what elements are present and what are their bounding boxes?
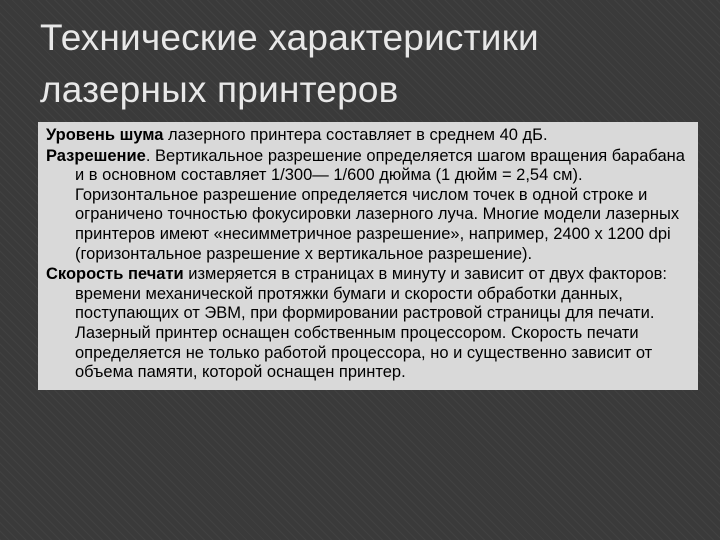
paragraph-resolution [46,147,690,265]
paragraph-print-speed [46,265,690,383]
term-noise-level: Уровень шума [46,126,164,144]
term-resolution: Разрешение [46,146,146,165]
term-print-speed: Скорость печати [46,265,184,284]
text-noise-level: лазерного принтера составляет в среднем 40 дБ. [163,126,548,144]
text-print-speed: измеряется в страницах в минуту и зависит от двух факторов: времени механической протяжки бумаги и скорости обработки данных, поступающих от ЭВМ, при формировании растровой страницы для печати. Лазерный принтер оснащен собственным процессором. Скорость печати определяется не только работой процессора, но и существенно зависит от объема памяти, которой оснащен принтер. [75,265,668,382]
content-box [38,122,698,390]
text-resolution: . Вертикальное разрешение определяется шагом вращения барабана и в основном составляет 1/300— 1/600 дюйма (1 дюйм = 2,54 см). Горизонтальное разрешение определяется числом точек в одной строке и ограничено точностью фокусировки лазерного луча. Многие модели лазерных принтеров имеют «несимметричное разрешение», например, 2400 x 1200 dpi (горизонтальное разрешение x вертикальное разрешение). [75,146,685,263]
slide-title-line-2: лазерных принтеров [40,69,399,110]
slide-title-line-1: Технические характеристики [40,17,539,58]
slide-title [40,12,700,116]
paragraph-noise-level [46,126,690,146]
